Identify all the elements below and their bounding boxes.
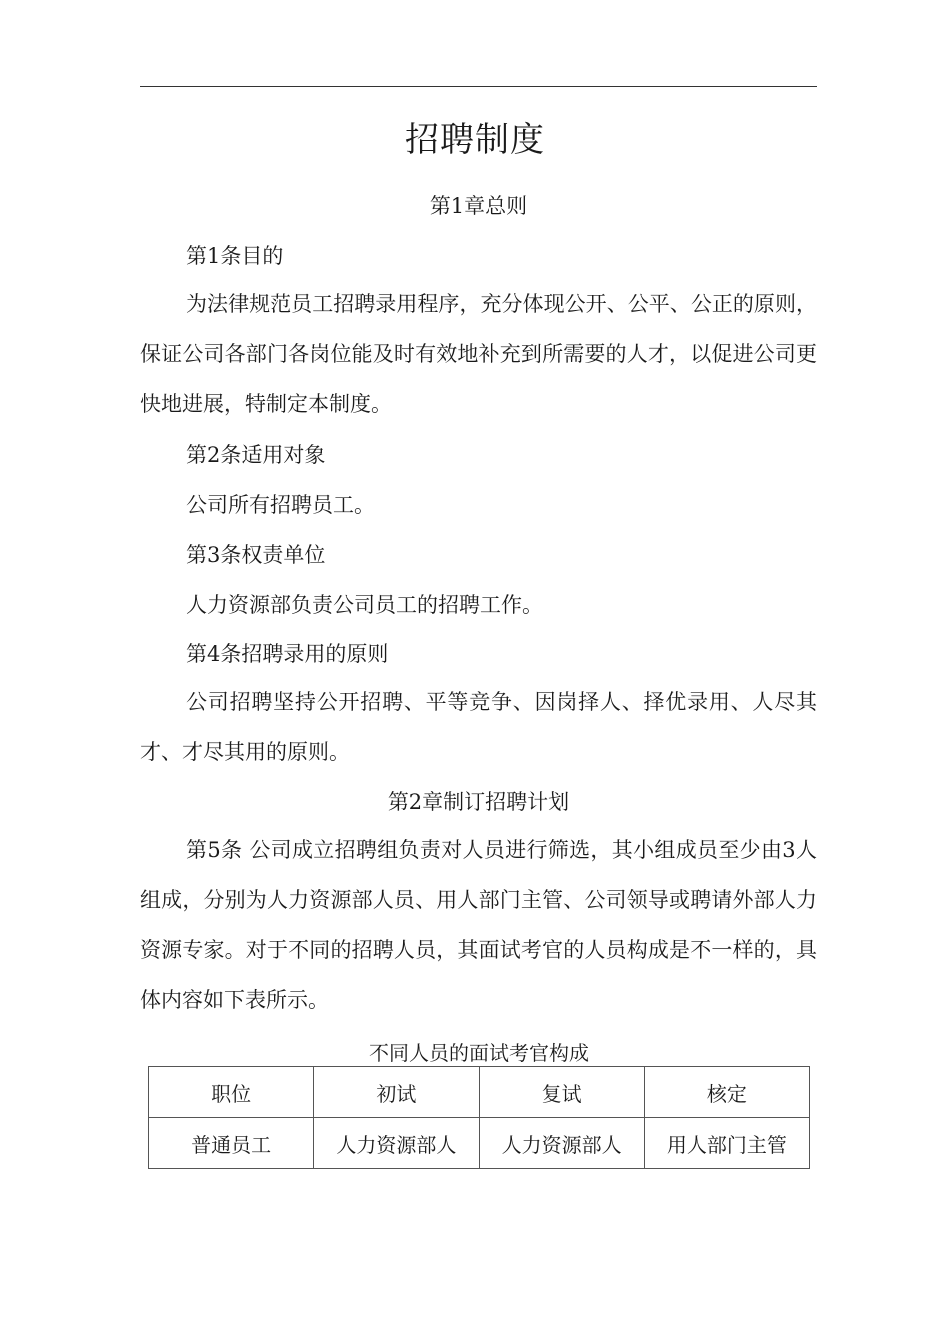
document-title: 招聘制度	[405, 120, 545, 160]
article-5-body: 第5条 公司成立招聘组负责对人员进行筛选，其小组成员至少由3人组成，分别为人力资源部人员、用人部门主管、公司领导或聘请外部人力资源专家。对于不同的招聘人员，其面试考官的人员构成是不一样的，具体内容如下表所示。	[140, 838, 817, 1012]
interviewer-table	[148, 1066, 810, 1169]
article-1-body: 为法律规范员工招聘录用程序，充分体现公开、公平、公正的原则，保证公司各部门各岗位能及时有效地补充到所需要的人才，以促进公司更快地进展，特制定本制度。	[140, 292, 817, 416]
table-cell: 人力资源部人	[314, 1118, 479, 1169]
article-4-heading: 第4条招聘录用的原则	[186, 642, 389, 666]
chapter-2-heading: 第2章制订招聘计划	[387, 790, 570, 814]
table-cell: 普通员工	[149, 1118, 314, 1169]
table-caption: 不同人员的面试考官构成	[369, 1041, 589, 1065]
article-2-body: 公司所有招聘员工。	[186, 493, 375, 517]
table-cell: 用人部门主管	[644, 1118, 809, 1169]
table-header-row	[149, 1067, 810, 1118]
table-row	[149, 1118, 810, 1169]
article-3-heading: 第3条权责单位	[186, 543, 326, 567]
article-1-heading: 第1条目的	[186, 244, 284, 268]
table-header-cell: 核定	[644, 1067, 809, 1118]
article-2-heading: 第2条适用对象	[186, 443, 326, 467]
header-rule	[140, 86, 817, 87]
article-4-body: 公司招聘坚持公开招聘、平等竞争、因岗择人、择优录用、人尽其才、才尽其用的原则。	[140, 690, 817, 764]
chapter-1-heading: 第1章总则	[429, 194, 528, 218]
article-3-body: 人力资源部负责公司员工的招聘工作。	[186, 593, 543, 617]
table-header-cell: 复试	[479, 1067, 644, 1118]
table-header-cell: 初试	[314, 1067, 479, 1118]
table-header-cell: 职位	[149, 1067, 314, 1118]
table-cell: 人力资源部人	[479, 1118, 644, 1169]
